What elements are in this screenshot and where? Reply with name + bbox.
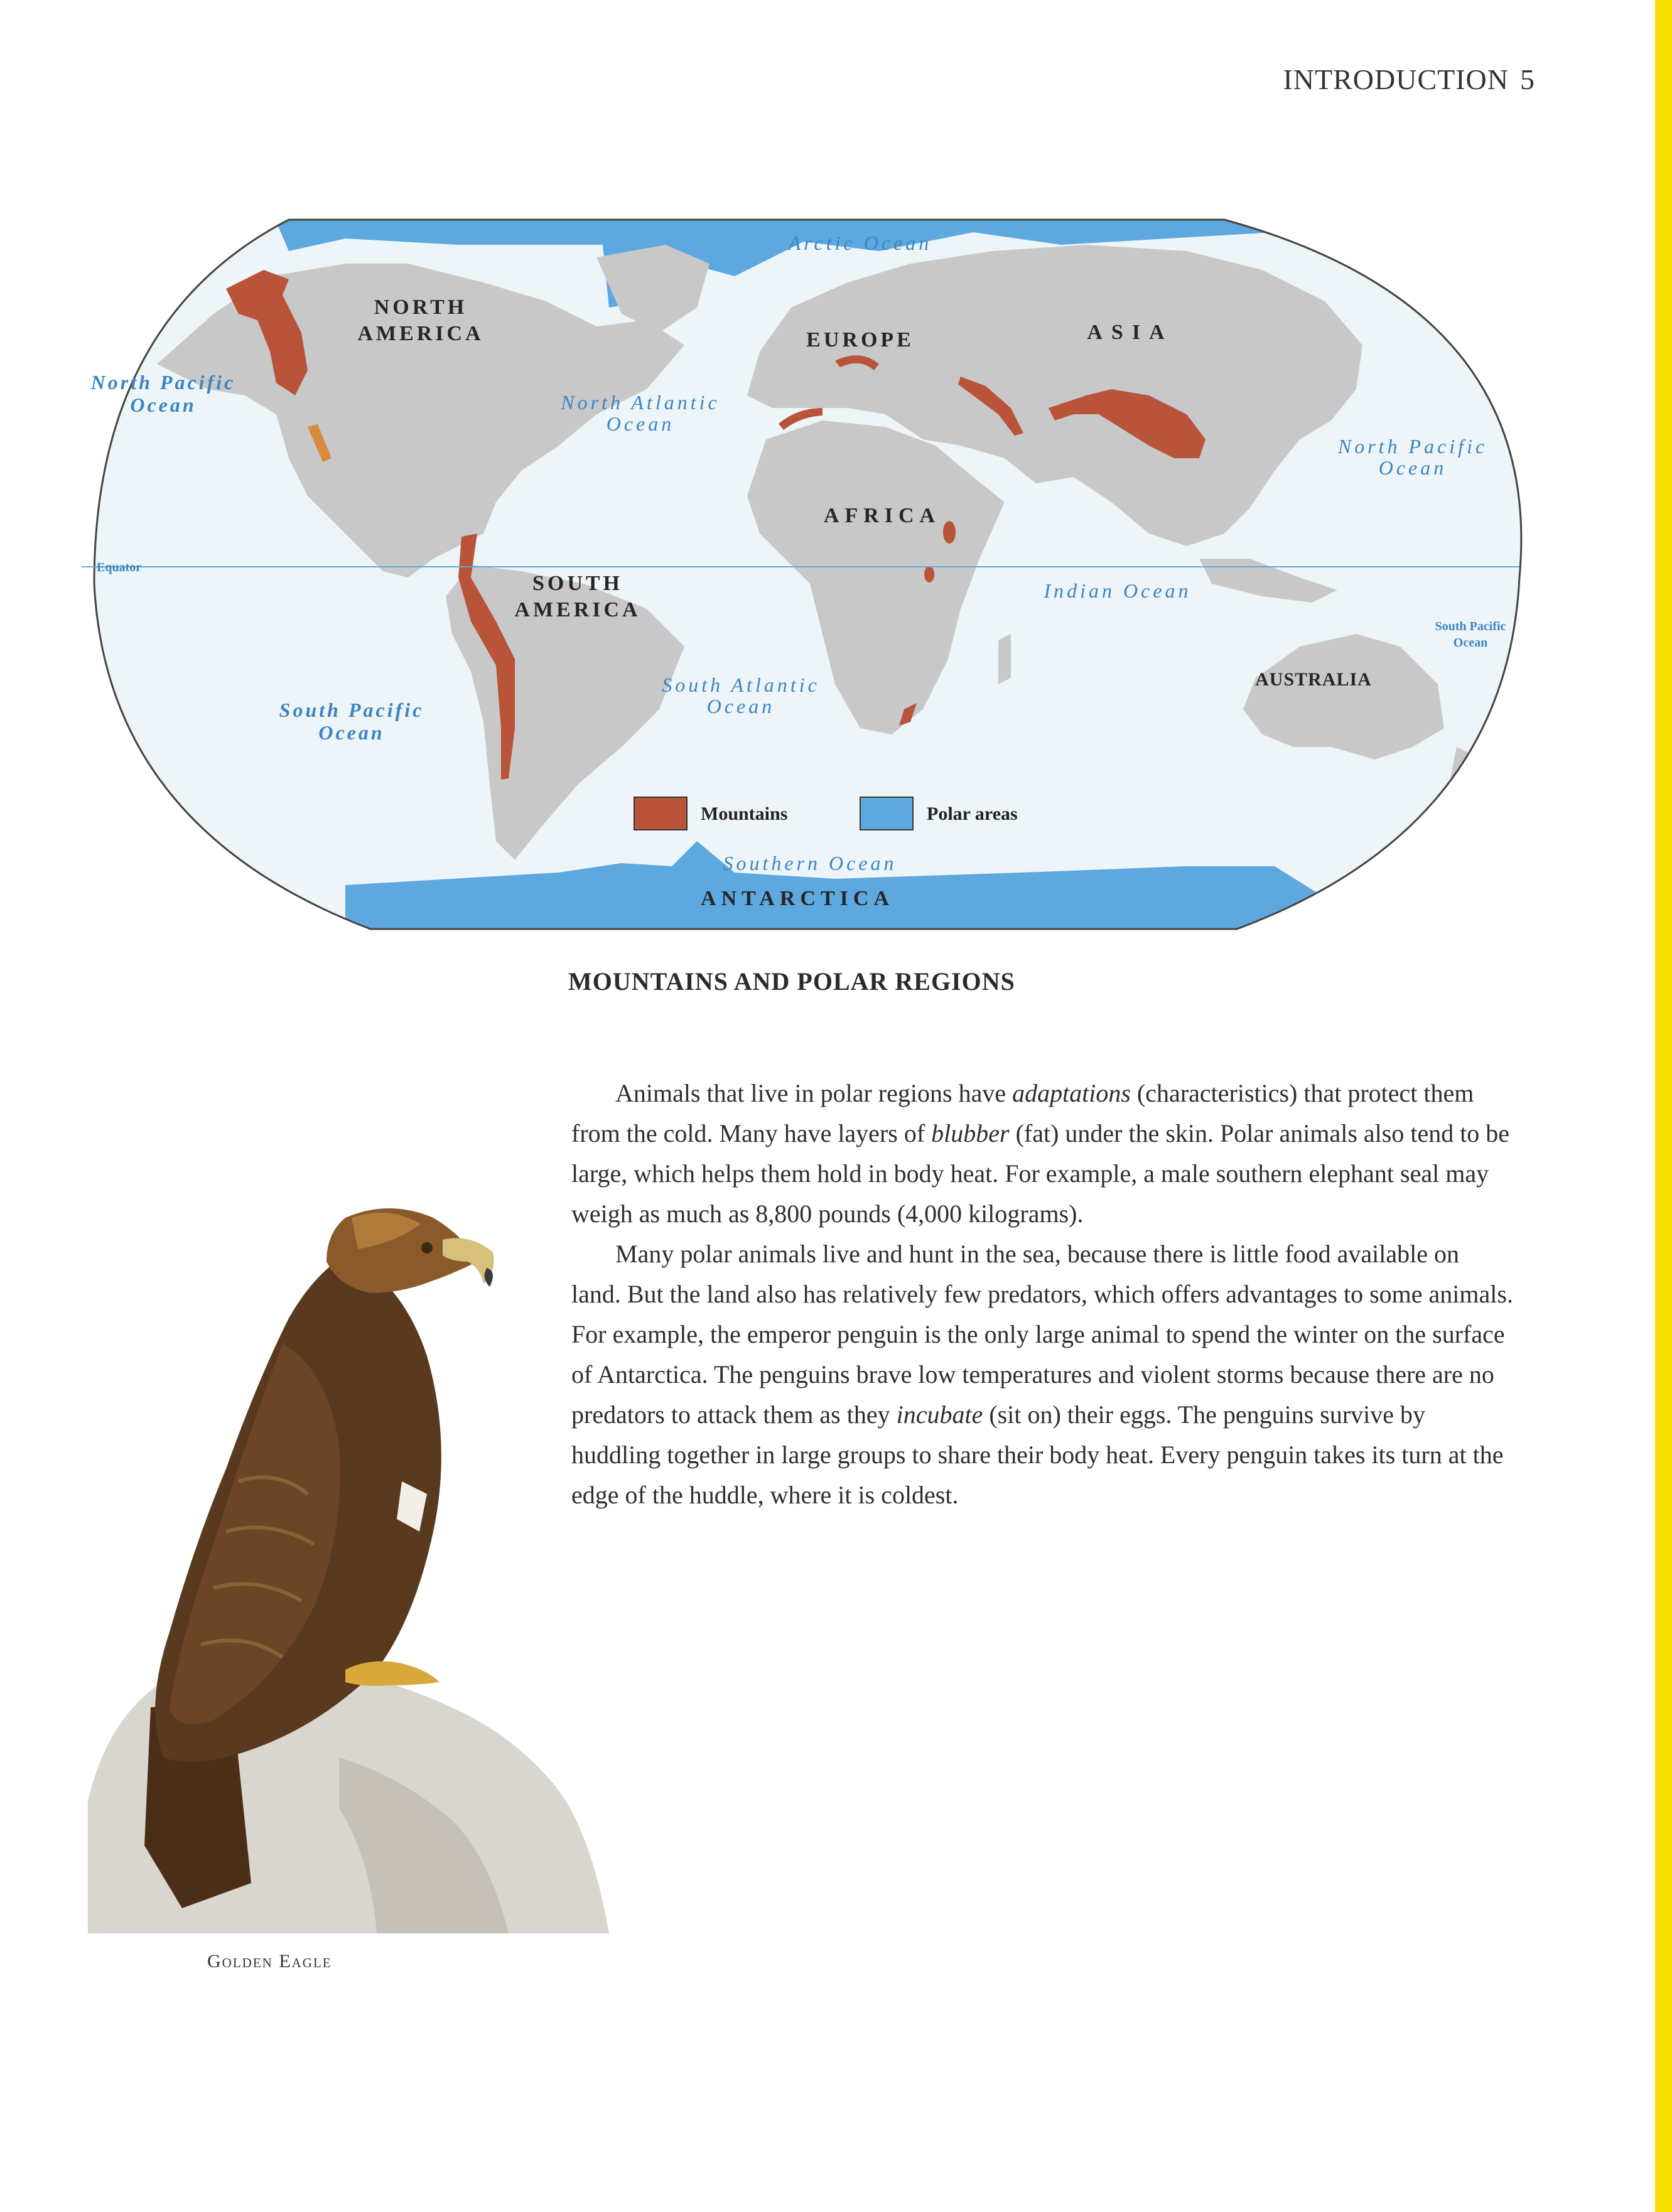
label-south-atlantic-1: South Atlantic (662, 674, 820, 696)
p2-text-a: Many polar animals live and hunt in the sea, because there is little food available on land. But the land also has relatively few predators, which offers advantages to some animals. For example, the emperor penguin is the only large animal to spend the winter on the surface of Antarctica. The penguins brave low temperatures and violent storms because there are no predators to attack them as they (571, 1240, 1513, 1429)
label-antarctica: ANTARCTICA (701, 887, 894, 910)
p2-text-b: (sit on) their eggs. The penguins survive by huddling together in large groups to share their body heat. Every penguin takes its turn at the edge of the huddle, where it is coldest. (571, 1400, 1504, 1509)
legend-swatch-mountains (634, 797, 687, 830)
eagle-eye (421, 1242, 433, 1254)
label-south-pacific-east-1: South Pacific (1435, 620, 1506, 633)
madagascar-landmass (998, 634, 1011, 684)
p1-text-c: (fat) under the skin. Polar animals also tend to be large, which helps them hold in body heat. For example, a male southern elephant seal may weigh as much as 8,800 pounds (4,000 kilograms). (571, 1119, 1510, 1228)
label-south-pacific-west-1: South Pacific (279, 699, 424, 721)
p1-text-a: Animals that live in polar regions have (615, 1079, 1013, 1107)
label-south-america-2: AMERICA (514, 598, 641, 621)
label-europe: EUROPE (806, 328, 914, 352)
legend-label-mountains: Mountains (701, 803, 788, 824)
label-north-pacific-west-1: North Pacific (90, 371, 236, 394)
body-text (571, 1073, 1513, 1515)
golden-eagle-illustration (75, 1155, 615, 1933)
term-adaptations: adaptations (1012, 1079, 1131, 1107)
label-north-pacific-west-2: Ocean (130, 394, 197, 416)
paragraph-2 (571, 1234, 1513, 1515)
label-north-america-2: AMERICA (357, 322, 484, 345)
term-blubber: blubber (931, 1119, 1010, 1147)
term-incubate: incubate (896, 1400, 983, 1429)
map-caption: MOUNTAINS AND POLAR REGIONS (568, 967, 1015, 996)
kilimanjaro-highlands (924, 566, 934, 583)
legend-label-polar: Polar areas (927, 803, 1018, 824)
label-southern-ocean: Southern Ocean (723, 852, 897, 874)
section-title: INTRODUCTION (1283, 63, 1509, 95)
label-north-pacific-east-2: Ocean (1378, 456, 1447, 479)
legend-swatch-polar (860, 797, 913, 830)
equator-label: Equator (97, 561, 142, 574)
label-australia: AUSTRALIA (1255, 669, 1372, 690)
label-south-pacific-west-2: Ocean (318, 721, 385, 744)
label-asia: ASIA (1087, 321, 1173, 344)
eagle-caption: Golden Eagle (207, 1951, 332, 1972)
label-north-pacific-east-1: North Pacific (1337, 435, 1488, 458)
running-head (1283, 63, 1535, 96)
eagle-talons (345, 1662, 440, 1686)
label-north-atlantic-2: Ocean (606, 412, 675, 435)
page-edge-color-bar (1655, 0, 1672, 2212)
label-arctic-ocean: Arctic Ocean (788, 232, 932, 254)
label-north-america-1: NORTH (374, 296, 468, 319)
label-north-atlantic-1: North Atlantic (561, 391, 720, 414)
label-south-atlantic-2: Ocean (706, 695, 775, 717)
label-south-pacific-east-2: Ocean (1453, 636, 1488, 650)
label-indian-ocean: Indian Ocean (1044, 579, 1192, 602)
ethiopian-highlands (943, 521, 956, 544)
p1-text-b: (characteristics) that protect them from the cold. Many have layers of (571, 1079, 1474, 1147)
label-africa: AFRICA (823, 504, 941, 527)
paragraph-1 (571, 1073, 1513, 1234)
label-south-america-1: SOUTH (532, 572, 623, 595)
page-number: 5 (1520, 63, 1535, 95)
world-map (82, 207, 1526, 935)
